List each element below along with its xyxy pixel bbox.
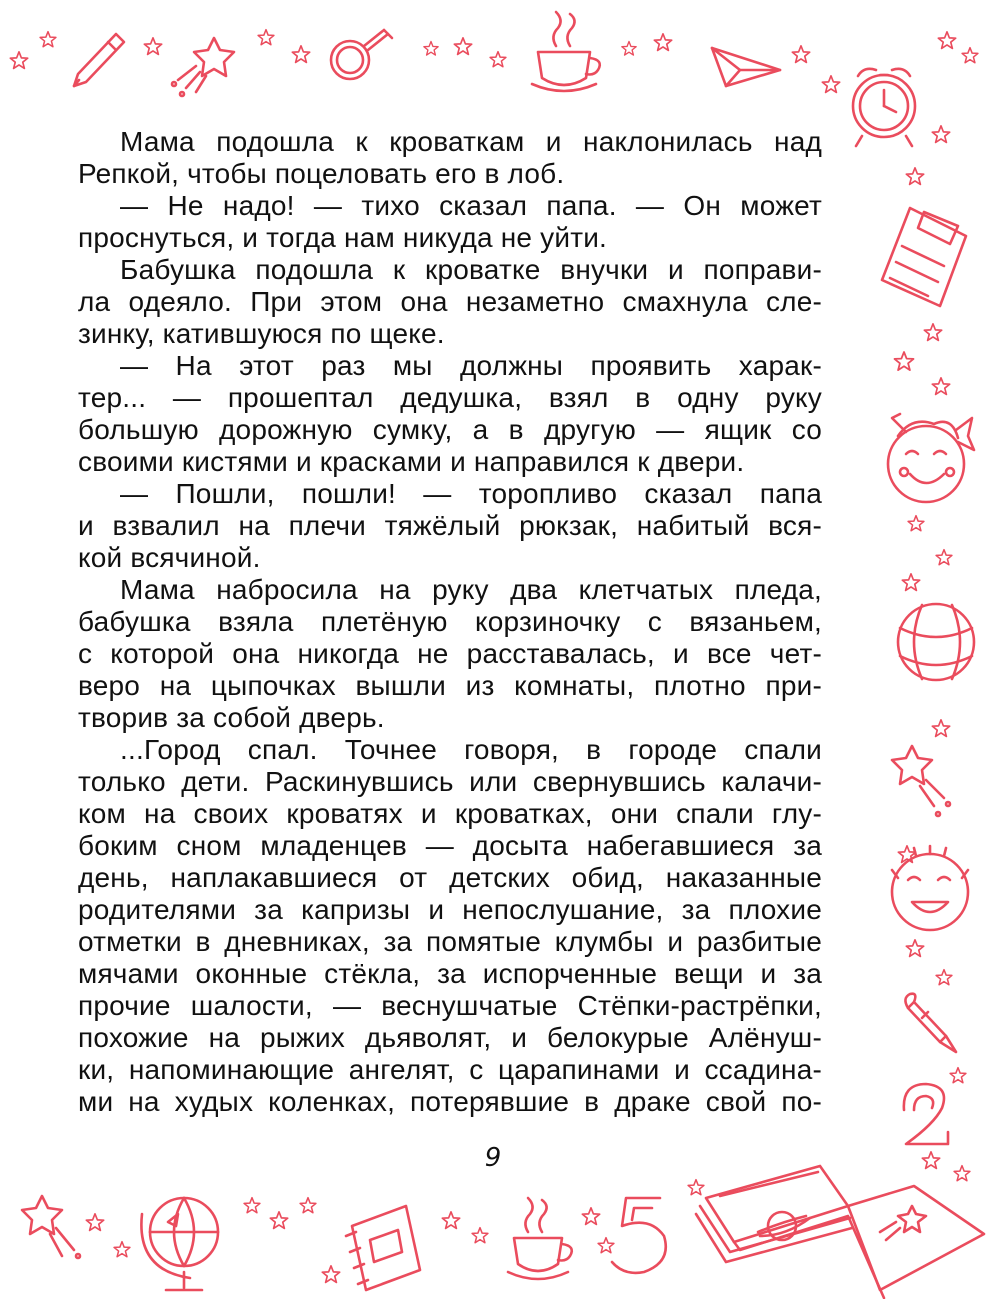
text-line: ком на своих кроватях и кроватках, они спали глу-	[78, 798, 822, 829]
text-line: — На этот раз мы должны проявить харак-	[120, 350, 822, 381]
number-5-icon	[612, 1198, 666, 1273]
text-line: ла одеяло. При этом она незаметно смахнула сле-	[78, 286, 822, 317]
text-line: ки, напоминающие ангелят, с царапинами и ссадина-	[78, 1054, 822, 1085]
text-line: родителями за капризы и непослушание, за плохие	[78, 894, 822, 925]
teacup-icon	[532, 12, 600, 91]
pencil-icon	[74, 34, 124, 86]
shooting-star-icon	[892, 746, 950, 816]
text-line: Мама набросила на руку два клетчатых пледа,	[120, 574, 822, 605]
text-line: Репкой, чтобы поцеловать его в лоб.	[78, 158, 565, 189]
text-line: похожие на рыжих дьяволят, и белокурые Алёнуш-	[78, 1022, 822, 1053]
text-line: — Пошли, пошли! — торопливо сказал папа	[120, 478, 822, 509]
open-book-icon	[696, 1166, 984, 1298]
body-text	[78, 126, 822, 1118]
text-line: веро на цыпочках вышли из комнаты, плотно при-	[78, 670, 822, 701]
text-line: и взвалил на плечи тяжёлый рюкзак, набитый вся-	[78, 510, 822, 541]
text-line: бабушка взяла плетёную корзиночку с вязаньем,	[78, 606, 822, 637]
text-line: большую дорожную сумку, а в другую — ящик со	[78, 414, 822, 445]
text-line: отметки в дневниках, за помятые клумбы и разбитые	[78, 926, 822, 957]
notepad-icon	[882, 208, 966, 306]
girl-face-icon	[888, 414, 974, 502]
pen-icon	[905, 994, 956, 1052]
text-line: зинку, катившуюся по щеке.	[78, 318, 445, 349]
text-line: своими кистями и красками и направился к двери.	[78, 446, 745, 477]
text-line: мячами оконные стёкла, за испорченные вещи и за	[78, 958, 822, 989]
shooting-star-icon	[22, 1196, 80, 1258]
shooting-star-icon	[880, 1206, 926, 1240]
text-line: ми на худых коленках, потерявшие в драке свой по-	[78, 1086, 822, 1117]
text-line: Бабушка подошла к кроватке внучки и поправи-	[120, 254, 822, 285]
notebook-icon	[346, 1206, 420, 1290]
text-line: кой всячиной.	[78, 542, 261, 573]
number-2-icon	[904, 1084, 948, 1144]
paper-plane-icon	[712, 48, 780, 86]
alarm-clock-icon	[853, 69, 915, 146]
text-line: тер... — прошептал дедушка, взял в одну руку	[78, 382, 822, 413]
teacup-icon	[508, 1198, 572, 1279]
text-line: проснуться, и тогда нам никуда не уйти.	[78, 222, 608, 253]
text-line: с которой она никогда не расставалась, и все чет-	[78, 638, 822, 669]
text-line: ...Город спал. Точнее говоря, в городе спали	[120, 734, 822, 765]
text-line: творив за собой дверь.	[78, 702, 385, 733]
globe-icon	[141, 1198, 218, 1290]
text-line: боким сном младенцев — досыта набегавшиеся за	[78, 830, 822, 861]
magnifying-glass-icon	[331, 30, 392, 79]
text-line: прочие шалости, — веснушчатые Стёпки-растрёпки,	[78, 990, 822, 1021]
page-number: 9	[484, 1143, 502, 1173]
text-line: день, наплакавшиеся от детских обид, наказанные	[78, 862, 822, 893]
text-line: только дети. Раскинувшись или свернувшись калачи-	[78, 766, 822, 797]
ball-icon	[898, 604, 974, 680]
text-line: Мама подошла к кроваткам и наклонилась над	[120, 126, 822, 157]
shooting-star-icon	[172, 38, 234, 96]
text-line: — Не надо! — тихо сказал папа. — Он может	[120, 190, 822, 221]
